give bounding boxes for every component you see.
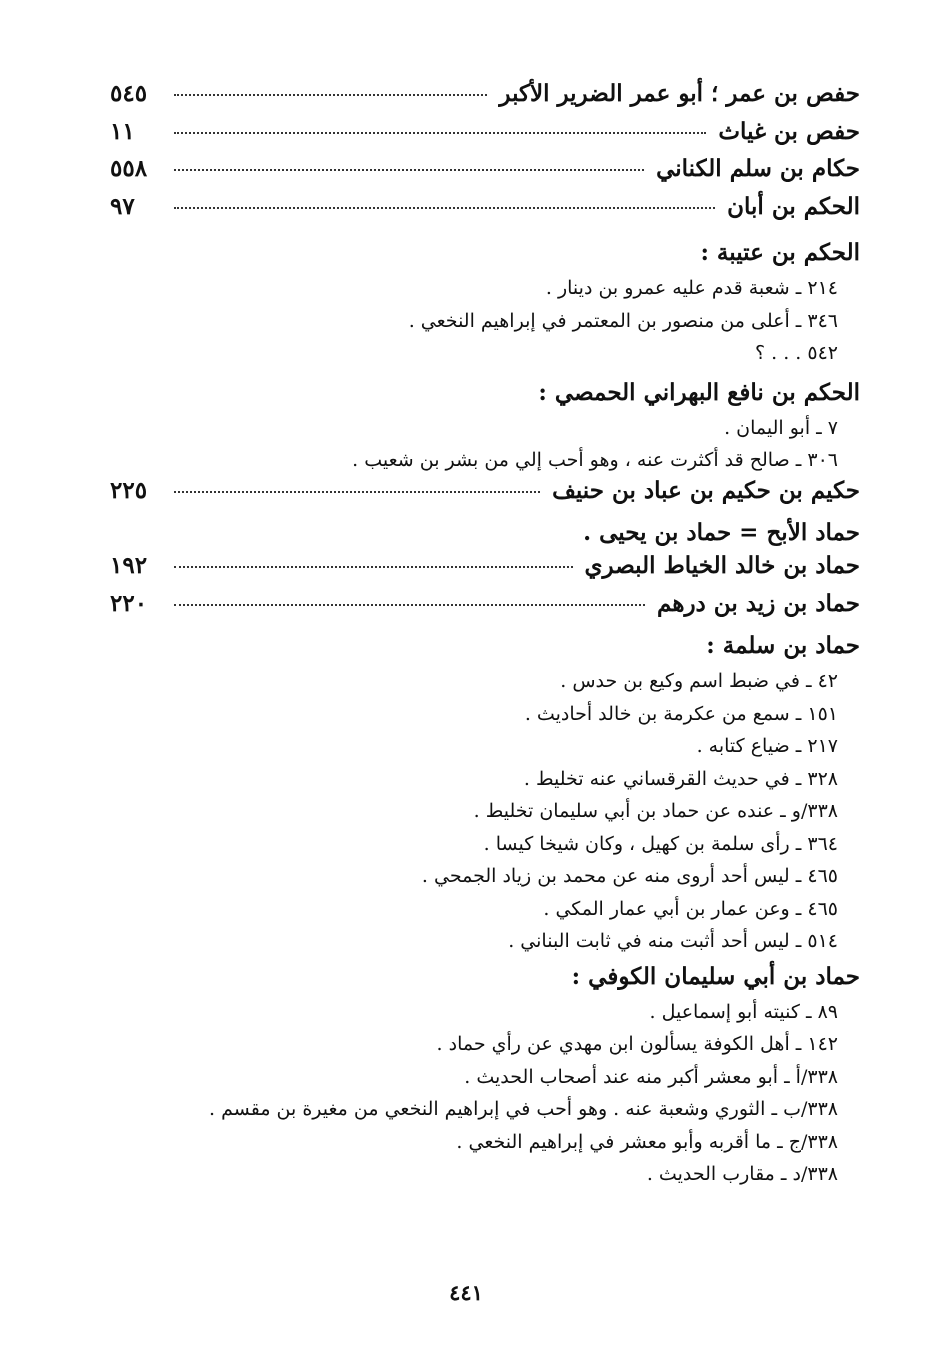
leader-dots (174, 169, 644, 171)
sub-entry: ٢١٤ ـ شعبة قدم عليه عمرو بن دينار . (545, 277, 838, 299)
index-entry (110, 590, 860, 628)
sub-entry: ٨٩ ـ كنيته أبو إسماعيل . (649, 1000, 838, 1023)
sub-entry: ٣٣٨/أ ـ أبو معشر أكبر منه عند أصحاب الحديث . (464, 1065, 838, 1088)
sub-entry: ٢١٧ ـ ضياع كتابه . (696, 735, 838, 757)
sub-entry: ٤٦٥ ـ وعن عمار بن أبي عمار المكي . (543, 897, 838, 920)
page-number: ٤٤١ (449, 1280, 483, 1305)
entry-name: حماد بن خالد الخياط البصري (584, 552, 860, 579)
sub-entry: ٤٦٥ ـ ليس أحد أروى منه عن محمد بن زياد الجمحي . (421, 865, 838, 887)
entry-heading: حماد الأبح = حماد بن يحيى . (583, 519, 860, 546)
index-entry (110, 477, 860, 515)
sub-entry: ٣٢٨ ـ في حديث القرقساني عنه تخليط . (523, 767, 838, 790)
entry-page-number: ٥٥٨ (110, 155, 148, 182)
sub-entry: ٣٣٨/ب ـ الثوري وشعبة عنه . وهو أحب في إبراهيم النخعي من مغيرة بن مقسم . (209, 1098, 838, 1120)
leader-dots (174, 491, 540, 493)
sub-entry: ١٥١ ـ سمع من عكرمة بن خالد أحاديث . (524, 702, 838, 725)
entry-name: حماد بن زيد بن درهم (657, 589, 860, 617)
sub-entry: ٣٣٨/و ـ عنده عن حماد بن أبي سليمان تخليط . (473, 800, 838, 822)
index-content (110, 80, 860, 1191)
entry-page-number: ٢٢٥ (110, 476, 148, 504)
index-entry (110, 155, 860, 193)
sub-entry: ٥١٤ ـ ليس أحد أثبت منه في ثابت البناني . (508, 930, 838, 952)
sub-entry: ٣٣٨/د ـ مقارب الحديث . (646, 1163, 838, 1185)
entry-heading: حماد بن أبي سليمان الكوفي : (571, 962, 860, 990)
entry-name: حكام بن سلم الكناني (656, 155, 860, 182)
entry-name: الحكم بن أبان (727, 192, 860, 220)
sub-entry: ٧ ـ أبو اليمان . (724, 416, 838, 439)
index-entry (110, 552, 860, 590)
leader-dots (174, 207, 715, 209)
leader-dots (174, 604, 645, 606)
sub-entry: ٣٠٦ ـ صالح قد أكثرت عنه ، وهو أحب إلي من بشر بن شعيب . (352, 449, 838, 471)
entry-page-number: ٢٢٠ (110, 589, 148, 617)
entry-heading: الحكم بن نافع البهراني الحمصي : (538, 378, 860, 406)
entry-page-number: ١١ (110, 117, 135, 145)
sub-entry: ٣٤٦ ـ أعلى من منصور بن المعتمر في إبراهيم النخعي . (408, 309, 838, 332)
sub-entry: ١٤٢ ـ أهل الكوفة يسألون ابن مهدي عن رأي حماد . (436, 1033, 838, 1055)
entry-heading: حماد بن سلمة : (706, 632, 860, 659)
sub-entry: ٤٢ ـ في ضبط اسم وكيع بن حدس . (560, 670, 838, 692)
index-entry (110, 118, 860, 156)
entry-page-number: ٥٤٥ (110, 80, 148, 107)
index-entry (110, 80, 860, 118)
leader-dots (174, 566, 573, 568)
index-entry (110, 193, 860, 231)
sub-entry: ٥٤٢ . . . ؟ (755, 342, 838, 364)
entry-name: حكيم بن حكيم بن عباد بن حنيف (552, 476, 860, 504)
entry-heading: الحكم بن عتيبة : (700, 239, 860, 266)
leader-dots (174, 132, 706, 134)
entry-page-number: ٩٧ (110, 192, 135, 220)
leader-dots (174, 94, 487, 96)
entry-name: حفص بن غياث (718, 117, 860, 145)
entry-name: حفص بن عمر ؛ أبو عمر الضرير الأكبر (499, 80, 860, 107)
sub-entry: ٣٦٤ ـ رأى سلمة بن كهيل ، وكان شيخا كيسا . (483, 832, 838, 855)
entry-page-number: ١٩٢ (110, 552, 148, 579)
sub-entry: ٣٣٨/ج ـ ما أقربه وأبو معشر في إبراهيم النخعي . (456, 1130, 838, 1153)
